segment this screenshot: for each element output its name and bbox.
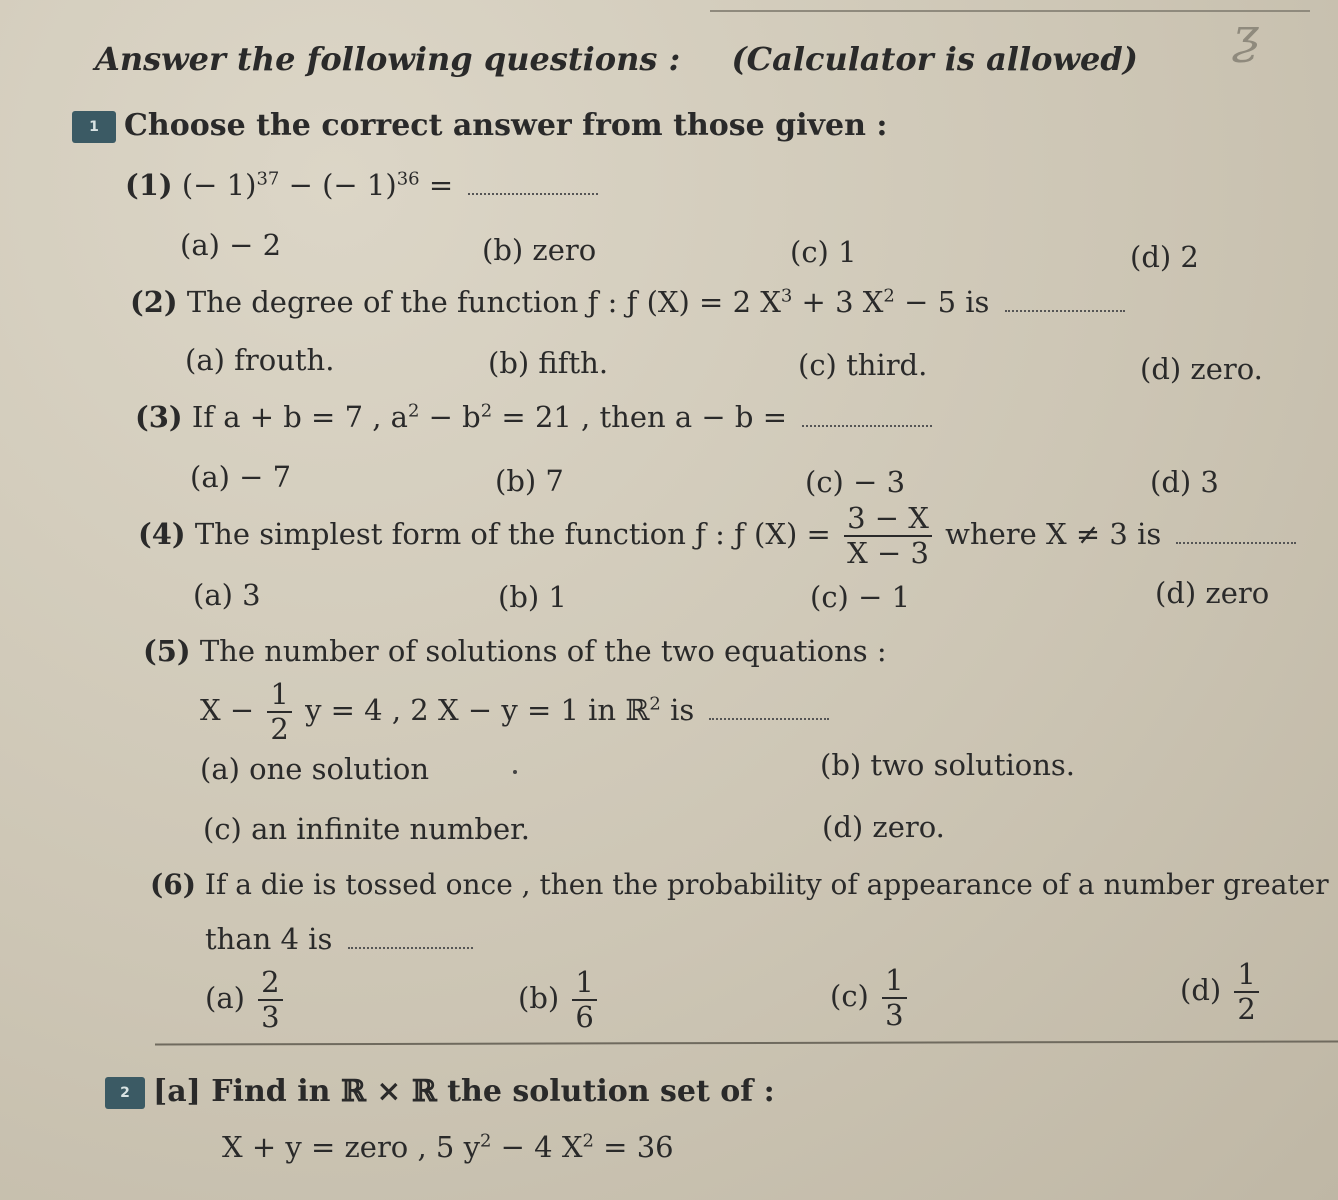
question-5-fraction xyxy=(267,677,291,746)
fraction-numerator: 1 xyxy=(267,680,291,713)
q6-option-c[interactable] xyxy=(830,963,911,1032)
q2-option-a[interactable]: (a) frouth. xyxy=(185,343,335,377)
option-fraction xyxy=(882,963,906,1032)
q4-option-b[interactable]: (b) 1 xyxy=(498,580,567,614)
question-1-text-b: − (− 1) xyxy=(279,168,397,202)
answer-blank xyxy=(468,193,598,195)
answer-blank xyxy=(802,425,932,427)
question-1-text-c: = xyxy=(419,168,454,202)
q3-option-b[interactable]: (b) 7 xyxy=(495,464,564,498)
question-5-number: (5) xyxy=(143,634,191,668)
section2-equations xyxy=(222,1130,674,1164)
q2-option-c[interactable]: (c) third. xyxy=(798,348,928,382)
question-5-line2-b: y = 4 , 2 X − y = 1 in ℝ xyxy=(305,693,650,727)
question-2-number: (2) xyxy=(130,285,178,319)
section2-title-text: [a] Find in ℝ × ℝ the solution set of : xyxy=(153,1074,775,1109)
option-label: (d) xyxy=(1180,973,1222,1007)
q2-option-d[interactable]: (d) zero. xyxy=(1140,352,1263,386)
question-3-text-b: − b xyxy=(419,400,481,434)
fraction-numerator: 1 xyxy=(1234,960,1258,993)
answer-blank xyxy=(1005,310,1125,312)
answer-blank xyxy=(348,947,473,949)
fraction-numerator: 2 xyxy=(258,968,282,1001)
equation-c: = 36 xyxy=(593,1130,674,1164)
fraction-denominator: 2 xyxy=(270,712,289,746)
question-2-exp-a: 3 xyxy=(780,285,793,307)
q1-option-c[interactable]: (c) 1 xyxy=(790,235,857,269)
question-5-line2-a: X − xyxy=(200,693,255,727)
fraction-denominator: 3 xyxy=(885,998,904,1032)
question-5-line2-c: is xyxy=(660,693,695,727)
corner-scribble: ƺ xyxy=(1232,8,1260,64)
question-5-equations xyxy=(200,677,829,746)
question-4-text-a: The simplest form of the function ƒ : ƒ (X) = xyxy=(194,517,831,551)
question-6-text-a: If a die is tossed once , then the probability of appearance of a number greater xyxy=(204,868,1329,901)
q2-option-b[interactable]: (b) fifth. xyxy=(488,346,609,380)
question-3-text-c: = 21 , then a − b = xyxy=(492,400,787,434)
fraction-numerator: 1 xyxy=(572,968,596,1001)
option-fraction xyxy=(572,965,596,1034)
question-5-exp: 2 xyxy=(649,693,661,715)
q3-option-a[interactable]: (a) − 7 xyxy=(190,460,292,494)
answer-blank xyxy=(1176,542,1296,544)
question-3-exp-a: 2 xyxy=(407,400,420,422)
section1-badge: 1 xyxy=(72,111,116,143)
question-3 xyxy=(135,400,932,434)
instructions-header xyxy=(95,40,1138,78)
question-1-exp-a: 37 xyxy=(256,168,280,190)
question-6-line2 xyxy=(205,922,473,956)
question-3-text-a: If a + b = 7 , a xyxy=(191,400,408,434)
option-label: (b) xyxy=(518,981,560,1015)
q4-option-a[interactable]: (a) 3 xyxy=(193,578,261,612)
section1-title xyxy=(72,108,887,143)
section1-title-text: Choose the correct answer from those given : xyxy=(124,108,888,143)
q5-option-a[interactable]: (a) one solution xyxy=(200,752,430,786)
q6-option-d[interactable] xyxy=(1180,957,1263,1026)
question-2-text-b: + 3 X xyxy=(792,285,884,319)
equation-a: X + y = zero , 5 y xyxy=(222,1130,480,1164)
q5-option-b[interactable]: (b) two solutions. xyxy=(820,748,1076,782)
equation-exp-a: 2 xyxy=(479,1130,492,1152)
option-label: (c) xyxy=(830,979,869,1013)
stray-dot xyxy=(513,770,517,774)
equation-b: − 4 X xyxy=(491,1130,583,1164)
fraction-numerator: 3 − X xyxy=(844,504,932,537)
q1-option-a[interactable]: (a) − 2 xyxy=(180,228,282,262)
section2-title xyxy=(105,1074,775,1109)
question-6-line2-text: than 4 is xyxy=(205,922,333,956)
answer-blank xyxy=(709,718,829,720)
question-4 xyxy=(138,501,1296,570)
question-4-text-b: where X ≠ 3 is xyxy=(945,517,1162,551)
question-1 xyxy=(125,168,598,202)
fraction-denominator: 2 xyxy=(1237,992,1256,1026)
question-1-exp-b: 36 xyxy=(396,168,420,190)
q1-option-b[interactable]: (b) zero xyxy=(482,233,597,267)
question-2-text-a: The degree of the function ƒ : ƒ (X) = 2 X xyxy=(186,285,781,319)
question-6-number: (6) xyxy=(150,868,196,901)
fraction-denominator: 3 xyxy=(261,1000,280,1034)
fraction-denominator: 6 xyxy=(575,1000,594,1034)
question-3-exp-b: 2 xyxy=(480,400,493,422)
question-1-text-a: (− 1) xyxy=(181,168,257,202)
question-2 xyxy=(130,285,1125,319)
question-5 xyxy=(143,634,887,668)
q5-option-d[interactable]: (d) zero. xyxy=(822,810,945,844)
fraction-numerator: 1 xyxy=(882,966,906,999)
option-fraction xyxy=(258,965,282,1034)
section2-badge: 2 xyxy=(105,1077,145,1109)
question-1-number: (1) xyxy=(125,168,173,202)
question-4-number: (4) xyxy=(138,517,186,551)
question-5-text-a: The number of solutions of the two equations : xyxy=(199,634,887,668)
option-fraction xyxy=(1234,957,1258,1026)
question-6 xyxy=(150,868,1329,901)
q5-option-c[interactable]: (c) an infinite number. xyxy=(203,812,531,846)
q3-option-c[interactable]: (c) − 3 xyxy=(805,465,906,499)
equation-exp-b: 2 xyxy=(582,1130,594,1152)
q1-option-d[interactable]: (d) 2 xyxy=(1130,240,1199,274)
fraction-denominator: X − 3 xyxy=(847,536,929,570)
top-rule xyxy=(710,10,1310,12)
question-4-fraction xyxy=(844,501,932,570)
q3-option-d[interactable]: (d) 3 xyxy=(1150,465,1219,499)
q4-option-c[interactable]: (c) − 1 xyxy=(810,580,911,614)
option-label: (a) xyxy=(205,981,245,1015)
q4-option-d[interactable]: (d) zero xyxy=(1155,576,1270,610)
q6-option-a[interactable] xyxy=(205,965,287,1034)
question-2-text-c: − 5 is xyxy=(894,285,990,319)
instruction-text: Answer the following questions : xyxy=(95,40,681,78)
calculator-note: (Calculator is allowed) xyxy=(731,40,1138,78)
question-2-exp-b: 2 xyxy=(883,285,895,307)
q6-option-b[interactable] xyxy=(518,965,601,1034)
question-3-number: (3) xyxy=(135,400,183,434)
